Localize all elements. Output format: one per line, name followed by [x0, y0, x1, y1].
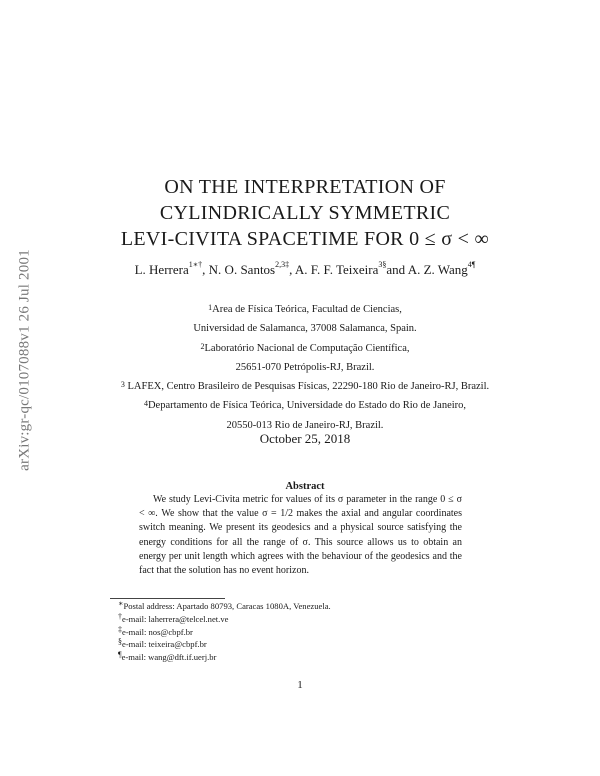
footnote-mark: ‡	[118, 624, 122, 634]
footnote	[118, 638, 331, 651]
affiliation-mark: 2	[200, 341, 205, 351]
affiliation-line	[40, 339, 570, 358]
affiliation-text: Universidad de Salamanca, 37008 Salamanca, Spain.	[193, 323, 417, 335]
author-mark: 1∗†	[188, 260, 203, 269]
affiliation-mark: 4	[143, 399, 148, 409]
affiliation-line	[40, 396, 570, 415]
author-name: N. O. Santos	[208, 262, 276, 277]
paper-title	[60, 174, 550, 252]
affiliation-line	[40, 300, 570, 319]
footnote-mark: §	[118, 637, 122, 647]
arxiv-sidebar-stamp	[10, 210, 40, 510]
title-line-2: CYLINDRICALLY SYMMETRIC	[159, 202, 451, 224]
arxiv-identifier: arXiv:gr-qc/0107088v1 26 Jul 2001	[16, 249, 33, 471]
author-list	[60, 262, 550, 278]
footnote-text: e-mail: wang@dft.if.uerj.br	[121, 652, 217, 663]
author-mark: 3§	[378, 260, 387, 269]
author-name: L. Herrera	[134, 262, 189, 277]
abstract-body: We study Levi-Civita metric for values of its σ parameter in the range 0 ≤ σ < ∞. We show that the value σ = 1/2 makes the axial and angular coordinates switch meaning. We present its geodesics and a physical source satisfying the energy conditions for all the range of σ. This source allows us to obtain an energy per unit length which agrees with the behaviour of the geodesics and the fact that the solution has no event horizon.	[139, 494, 462, 577]
footnote-text: e-mail: teixeira@cbpf.br	[122, 639, 207, 650]
paper-date: October 25, 2018	[259, 431, 351, 446]
author-name: A. F. F. Teixeira	[294, 262, 379, 277]
affiliation-line	[40, 358, 570, 377]
affiliation-line	[40, 319, 570, 338]
author-mark: 2,3‡	[275, 260, 290, 269]
affiliation-text: Departamento de Física Teórica, Universidade do Estado do Rio de Janeiro,	[147, 400, 467, 412]
page-number: 1	[297, 679, 303, 691]
footnotes	[118, 600, 331, 664]
footnote-mark: †	[118, 611, 122, 621]
affiliation-mark: 1	[208, 303, 213, 312]
affiliation-line	[40, 377, 570, 396]
abstract-heading: Abstract	[285, 481, 325, 492]
footnote	[118, 626, 331, 639]
footnote-text: e-mail: nos@cbpf.br	[122, 626, 193, 637]
footnote-mark: ¶	[118, 650, 122, 660]
author-mark: 4¶	[467, 260, 476, 269]
author-separator: and	[386, 262, 406, 277]
footnote-mark: ∗	[118, 599, 124, 608]
footnote	[118, 600, 331, 613]
title-line-3: LEVI-CIVITA SPACETIME FOR 0 ≤ σ < ∞	[120, 228, 490, 250]
footnote	[118, 613, 331, 626]
affiliation-text: 20550-013 Rio de Janeiro-RJ, Brazil.	[226, 419, 384, 431]
affiliation-text: Laboratório Nacional de Computação Científica,	[204, 342, 410, 354]
affiliations	[40, 300, 570, 435]
footnote-text: e-mail: laherrera@telcel.net.ve	[122, 613, 229, 624]
affiliation-text: LAFEX, Centro Brasileiro de Pesquisas Físicas, 22290-180 Rio de Janeiro-RJ, Brazil.	[124, 381, 490, 393]
author-separator: ,	[202, 262, 206, 277]
affiliation-mark: 3	[120, 380, 125, 390]
affiliation-text: Area de Física Teórica, Facultad de Ciencias,	[212, 304, 402, 315]
author-separator: ,	[289, 262, 293, 277]
affiliation-text: 25651-070 Petrópolis-RJ, Brazil.	[235, 361, 375, 373]
footnote-divider	[110, 598, 225, 599]
footnote	[118, 651, 331, 664]
title-line-1: ON THE INTERPRETATION OF	[164, 176, 446, 198]
footnote-text: Postal address: Apartado 80793, Caracas 1080A, Venezuela.	[123, 601, 331, 611]
author-name: A. Z. Wang	[407, 262, 468, 277]
